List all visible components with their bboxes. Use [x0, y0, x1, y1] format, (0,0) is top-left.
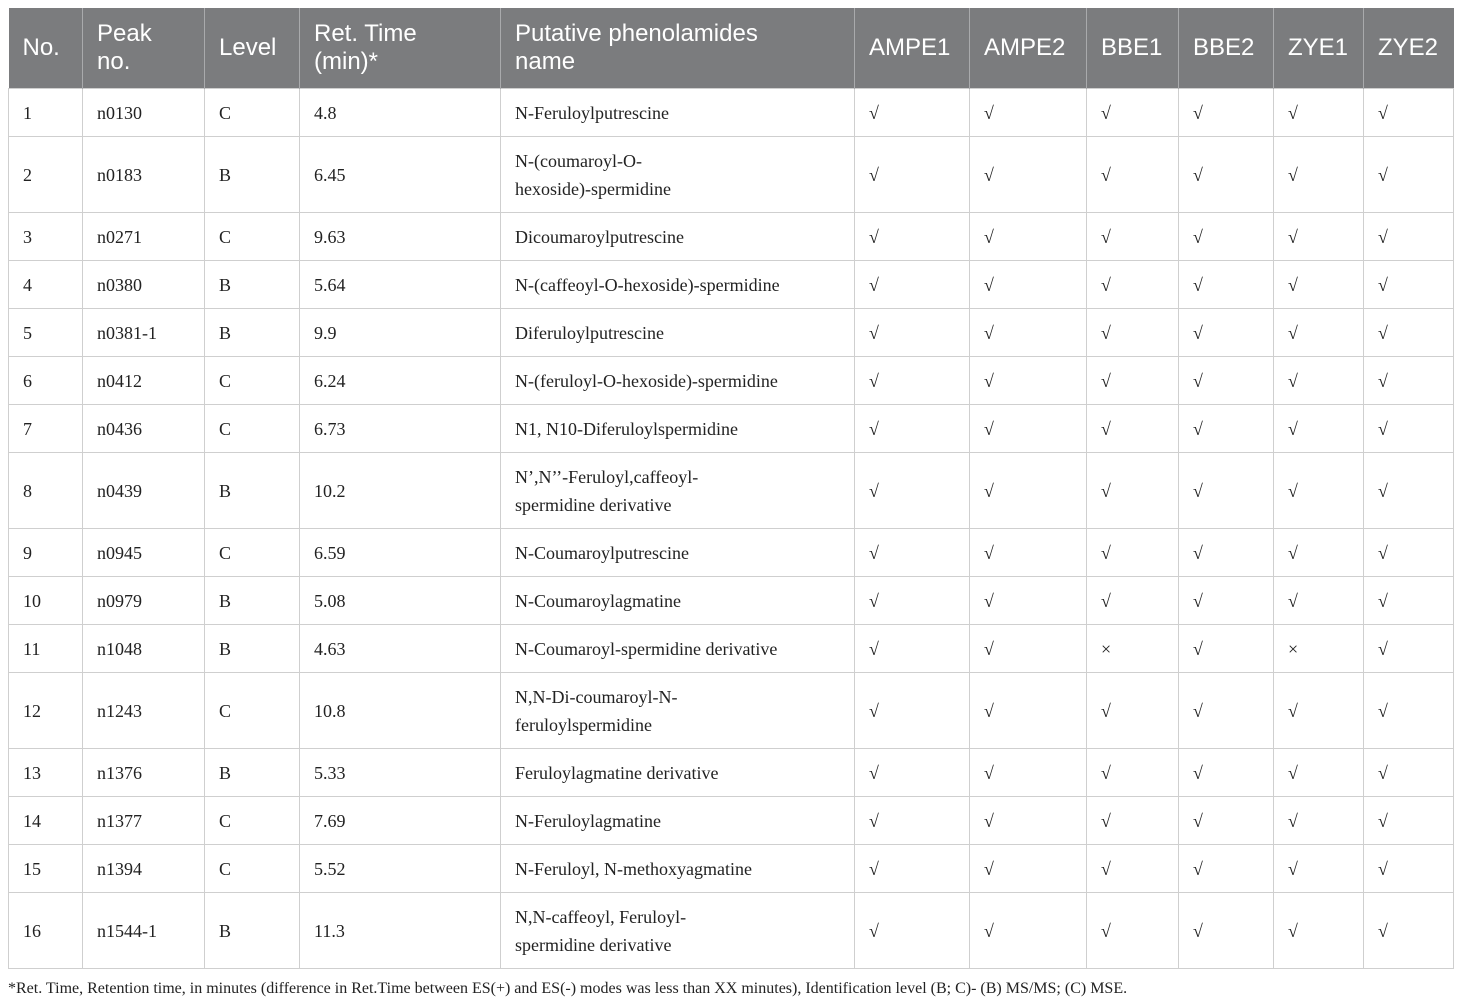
table-cell: √	[1274, 357, 1364, 405]
table-row	[9, 357, 1454, 405]
table-cell: C	[205, 213, 300, 261]
table-cell: √	[855, 845, 970, 893]
table-row	[9, 137, 1454, 213]
table-cell: n0183	[83, 137, 205, 213]
table-cell: n1376	[83, 749, 205, 797]
header-ampe2: AMPE2	[970, 8, 1087, 89]
table-cell: √	[970, 357, 1087, 405]
table-cell: √	[1274, 405, 1364, 453]
table-cell: B	[205, 261, 300, 309]
table-cell: √	[855, 797, 970, 845]
table-cell: √	[1274, 797, 1364, 845]
table-cell: N-Coumaroylputrescine	[501, 529, 855, 577]
header-bbe1: BBE1	[1087, 8, 1179, 89]
table-cell: n0436	[83, 405, 205, 453]
table-cell: 7.69	[300, 797, 501, 845]
table-cell: 9	[9, 529, 83, 577]
table-cell: 12	[9, 673, 83, 749]
table-cell: N-Coumaroylagmatine	[501, 577, 855, 625]
table-cell: √	[1274, 845, 1364, 893]
table-cell: 4.63	[300, 625, 501, 673]
table-cell: √	[1087, 89, 1179, 137]
table-cell: √	[855, 749, 970, 797]
table-cell: 6.73	[300, 405, 501, 453]
table-cell: n0945	[83, 529, 205, 577]
table-cell: 11.3	[300, 893, 501, 969]
table-cell: √	[1087, 357, 1179, 405]
table-cell: n1377	[83, 797, 205, 845]
table-cell: √	[1274, 137, 1364, 213]
table-cell: 4	[9, 261, 83, 309]
table-cell	[501, 453, 855, 529]
table-cell: √	[1087, 749, 1179, 797]
table-cell: √	[1364, 749, 1454, 797]
table-cell: √	[1364, 797, 1454, 845]
header-putative-name	[501, 8, 855, 89]
table-cell: √	[1179, 577, 1274, 625]
table-cell: N-(feruloyl-O-hexoside)-spermidine	[501, 357, 855, 405]
table-cell: √	[1364, 673, 1454, 749]
table-row	[9, 577, 1454, 625]
table-cell: √	[1179, 893, 1274, 969]
table-cell: √	[1087, 261, 1179, 309]
table-cell: 16	[9, 893, 83, 969]
table-cell: N1, N10-Diferuloylspermidine	[501, 405, 855, 453]
table-cell: √	[970, 625, 1087, 673]
header-ampe1: AMPE1	[855, 8, 970, 89]
table-cell: √	[855, 309, 970, 357]
table-cell: 6.45	[300, 137, 501, 213]
compound-name: N-(coumaroyl-O-hexoside)-spermidine	[515, 150, 671, 199]
table-cell: N-Coumaroyl-spermidine derivative	[501, 625, 855, 673]
table-cell: √	[1364, 89, 1454, 137]
table-cell: B	[205, 893, 300, 969]
table-cell: B	[205, 453, 300, 529]
header-no: No.	[9, 8, 83, 89]
table-cell: √	[970, 213, 1087, 261]
table-cell: 6	[9, 357, 83, 405]
table-cell	[501, 673, 855, 749]
table-cell: n0439	[83, 453, 205, 529]
table-cell: Feruloylagmatine derivative	[501, 749, 855, 797]
table-cell: √	[1179, 453, 1274, 529]
table-cell: n0412	[83, 357, 205, 405]
table-cell: √	[1364, 529, 1454, 577]
table-footnote: *Ret. Time, Retention time, in minutes (difference in Ret.Time between ES(+) and ES(-) modes was less than XX minutes), Identification level (B; C)- (B) MS/MS; (C) MSE.	[8, 980, 1128, 997]
compound-name: N’,N’’-Feruloyl,caffeoyl-spermidine derivative	[515, 466, 699, 515]
table-cell: √	[970, 845, 1087, 893]
table-cell: √	[970, 309, 1087, 357]
phenolamides-table	[8, 8, 1454, 969]
table-cell: √	[1087, 405, 1179, 453]
header-level: Level	[205, 8, 300, 89]
table-cell: 9.63	[300, 213, 501, 261]
table-cell: √	[855, 625, 970, 673]
table-cell: √	[855, 405, 970, 453]
table-cell: √	[855, 673, 970, 749]
table-cell: √	[1364, 845, 1454, 893]
table-cell: √	[1179, 529, 1274, 577]
table-cell: √	[1274, 309, 1364, 357]
compound-name: N,N-Di-coumaroyl-N-feruloylspermidine	[515, 686, 678, 735]
table-cell: 15	[9, 845, 83, 893]
table-cell: √	[970, 453, 1087, 529]
table-row	[9, 405, 1454, 453]
table-cell: n0380	[83, 261, 205, 309]
table-cell: B	[205, 309, 300, 357]
table-cell: √	[1179, 625, 1274, 673]
table-cell: √	[1274, 893, 1364, 969]
table-row	[9, 673, 1454, 749]
table-cell: 13	[9, 749, 83, 797]
table-cell: B	[205, 625, 300, 673]
table-cell: √	[1087, 529, 1179, 577]
table-cell: √	[1179, 405, 1274, 453]
table-cell: C	[205, 405, 300, 453]
header-zye2: ZYE2	[1364, 8, 1454, 89]
table-cell: N-(caffeoyl-O-hexoside)-spermidine	[501, 261, 855, 309]
table-cell: √	[1087, 137, 1179, 213]
table-cell: √	[1087, 673, 1179, 749]
table-cell: ×	[1087, 625, 1179, 673]
table-cell: B	[205, 749, 300, 797]
table-row	[9, 453, 1454, 529]
table-cell: √	[855, 893, 970, 969]
table-cell: √	[970, 673, 1087, 749]
table-cell: √	[855, 453, 970, 529]
table-row	[9, 893, 1454, 969]
header-zye1: ZYE1	[1274, 8, 1364, 89]
table-cell: N-Feruloylputrescine	[501, 89, 855, 137]
table-cell: √	[1087, 577, 1179, 625]
table-cell: 5.64	[300, 261, 501, 309]
table-cell: √	[1364, 625, 1454, 673]
table-cell: B	[205, 137, 300, 213]
table-cell: √	[855, 357, 970, 405]
table-cell	[501, 893, 855, 969]
table-cell: √	[1179, 673, 1274, 749]
table-body	[9, 89, 1454, 969]
table-cell: 3	[9, 213, 83, 261]
table-row	[9, 845, 1454, 893]
table-cell: √	[970, 797, 1087, 845]
table-cell: √	[1364, 357, 1454, 405]
table-cell: √	[970, 89, 1087, 137]
table-cell: 10.8	[300, 673, 501, 749]
table-cell: 5.08	[300, 577, 501, 625]
table-cell: n0381-1	[83, 309, 205, 357]
header-ret-time-text: Ret. Time (min)*	[314, 20, 417, 75]
table-cell: √	[1179, 797, 1274, 845]
table-cell: √	[1274, 261, 1364, 309]
table-cell: √	[855, 261, 970, 309]
header-peak-no-text: Peak no.	[97, 20, 152, 75]
table-cell: √	[855, 529, 970, 577]
table-row	[9, 797, 1454, 845]
table-cell: N-Feruloyl, N-methoxyagmatine	[501, 845, 855, 893]
table-cell: 9.9	[300, 309, 501, 357]
table-cell: √	[1179, 357, 1274, 405]
table-cell: Diferuloylputrescine	[501, 309, 855, 357]
table-cell: √	[970, 405, 1087, 453]
table-row	[9, 261, 1454, 309]
table-cell: n0271	[83, 213, 205, 261]
table-cell: √	[1087, 453, 1179, 529]
table-cell: √	[1274, 577, 1364, 625]
table-cell: √	[1179, 261, 1274, 309]
table-cell: √	[1274, 529, 1364, 577]
table-cell	[501, 137, 855, 213]
table-cell: √	[1087, 309, 1179, 357]
table-cell: √	[1179, 845, 1274, 893]
table-cell: √	[855, 577, 970, 625]
table-cell: 14	[9, 797, 83, 845]
table-cell: √	[1364, 213, 1454, 261]
table-cell: 2	[9, 137, 83, 213]
compound-name: N,N-caffeoyl, Feruloyl-spermidine derivative	[515, 906, 687, 955]
table-cell: C	[205, 357, 300, 405]
table-cell: 6.59	[300, 529, 501, 577]
table-row	[9, 529, 1454, 577]
table-cell: √	[1274, 673, 1364, 749]
table-cell: n1544-1	[83, 893, 205, 969]
table-cell: N-Feruloylagmatine	[501, 797, 855, 845]
header-putative-name-text: Putative phenolamides name	[515, 20, 758, 75]
table-cell: √	[1087, 797, 1179, 845]
table-cell: √	[1179, 213, 1274, 261]
table-cell: 7	[9, 405, 83, 453]
table-row	[9, 309, 1454, 357]
table-row	[9, 749, 1454, 797]
table-cell: 11	[9, 625, 83, 673]
header-bbe2: BBE2	[1179, 8, 1274, 89]
table-cell: √	[1087, 213, 1179, 261]
table-cell: Dicoumaroylputrescine	[501, 213, 855, 261]
table-cell: √	[1274, 453, 1364, 529]
table-cell: √	[970, 577, 1087, 625]
table-cell: n0979	[83, 577, 205, 625]
table-cell: √	[1274, 749, 1364, 797]
table-cell: C	[205, 797, 300, 845]
table-cell: 6.24	[300, 357, 501, 405]
table-cell: 10.2	[300, 453, 501, 529]
table-cell: 1	[9, 89, 83, 137]
table-cell: √	[970, 749, 1087, 797]
table-cell: 5.52	[300, 845, 501, 893]
table-cell: n1048	[83, 625, 205, 673]
table-cell: √	[1364, 577, 1454, 625]
table-cell: √	[1364, 137, 1454, 213]
table-cell: √	[1274, 213, 1364, 261]
table-cell: n1243	[83, 673, 205, 749]
table-cell: √	[1179, 137, 1274, 213]
header-peak-no	[83, 8, 205, 89]
header-ret-time	[300, 8, 501, 89]
table-cell: B	[205, 577, 300, 625]
table-row	[9, 89, 1454, 137]
table-row	[9, 625, 1454, 673]
table-cell: √	[970, 529, 1087, 577]
table-cell: 10	[9, 577, 83, 625]
table-cell: C	[205, 529, 300, 577]
table-cell: √	[970, 261, 1087, 309]
table-cell: √	[970, 137, 1087, 213]
table-cell: √	[855, 137, 970, 213]
table-cell: √	[970, 893, 1087, 969]
table-cell: n0130	[83, 89, 205, 137]
table-header-row	[9, 8, 1454, 89]
table-cell: 5.33	[300, 749, 501, 797]
table-cell: √	[1179, 749, 1274, 797]
table-cell: √	[1179, 89, 1274, 137]
table-cell: n1394	[83, 845, 205, 893]
table-cell: C	[205, 845, 300, 893]
table-cell: √	[1087, 845, 1179, 893]
table-cell: C	[205, 89, 300, 137]
table-cell: √	[1364, 309, 1454, 357]
table-cell: √	[855, 89, 970, 137]
table-cell: C	[205, 673, 300, 749]
table-cell: √	[855, 213, 970, 261]
table-cell: √	[1364, 453, 1454, 529]
table-cell: 5	[9, 309, 83, 357]
table-row	[9, 213, 1454, 261]
table-cell: 4.8	[300, 89, 501, 137]
table-cell: 8	[9, 453, 83, 529]
table-cell: √	[1274, 89, 1364, 137]
table-cell: √	[1364, 405, 1454, 453]
table-cell: ×	[1274, 625, 1364, 673]
table-cell: √	[1179, 309, 1274, 357]
table-cell: √	[1364, 261, 1454, 309]
phenolamides-table-container	[8, 8, 1453, 969]
table-cell: √	[1087, 893, 1179, 969]
table-cell: √	[1364, 893, 1454, 969]
